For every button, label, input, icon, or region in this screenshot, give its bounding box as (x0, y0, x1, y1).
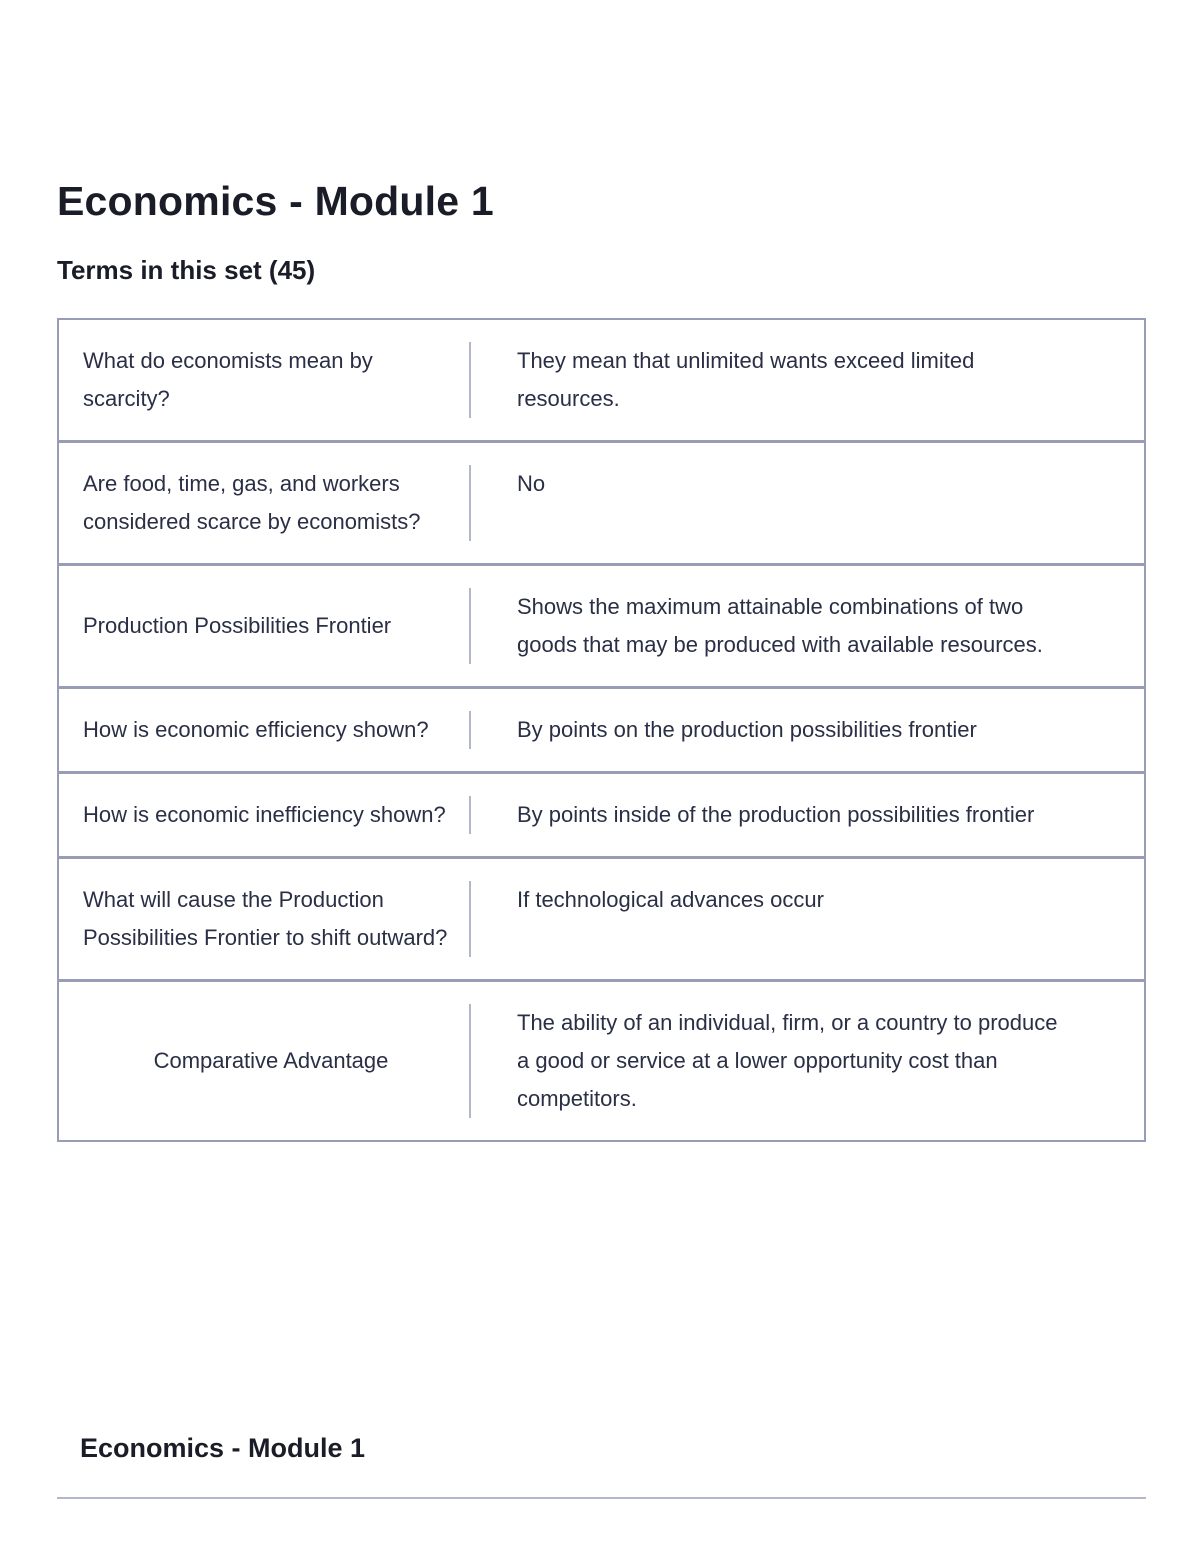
card-term: What do economists mean by scarcity? (83, 348, 373, 411)
flashcard-list (57, 318, 1146, 1142)
page-title: Economics - Module 1 (57, 178, 494, 224)
card-definition: By points inside of the production possibilities frontier (517, 802, 1035, 827)
flashcard-row (59, 979, 1144, 1140)
card-definition: By points on the production possibilities frontier (517, 717, 977, 742)
flashcard-row (59, 320, 1144, 440)
flashcard-row (59, 440, 1144, 563)
card-definition: No (517, 471, 546, 496)
flashcard-row (59, 563, 1144, 686)
card-definition: The ability of an individual, firm, or a country to produce a good or service at a lower opportunity cost than competitors. (517, 1010, 1058, 1111)
card-term: Comparative Advantage (153, 1048, 389, 1073)
terms-count-heading: Terms in this set (45) (57, 255, 316, 285)
flashcard-row (59, 686, 1144, 771)
card-term: How is economic efficiency shown? (83, 717, 429, 742)
flashcard-row (59, 771, 1144, 856)
card-term: How is economic inefficiency shown? (83, 802, 446, 827)
card-term: What will cause the Production Possibilities Frontier to shift outward? (83, 887, 448, 950)
card-definition: Shows the maximum attainable combinations of two goods that may be produced with available resources. (517, 594, 1043, 657)
card-definition: They mean that unlimited wants exceed limited resources. (517, 348, 975, 411)
footer-title: Economics - Module 1 (80, 1433, 366, 1463)
card-definition: If technological advances occur (517, 887, 824, 912)
card-term: Production Possibilities Frontier (83, 613, 392, 638)
card-term: Are food, time, gas, and workers considered scarce by economists? (83, 471, 421, 534)
flashcard-row (59, 856, 1144, 979)
footer-divider (57, 1497, 1146, 1499)
